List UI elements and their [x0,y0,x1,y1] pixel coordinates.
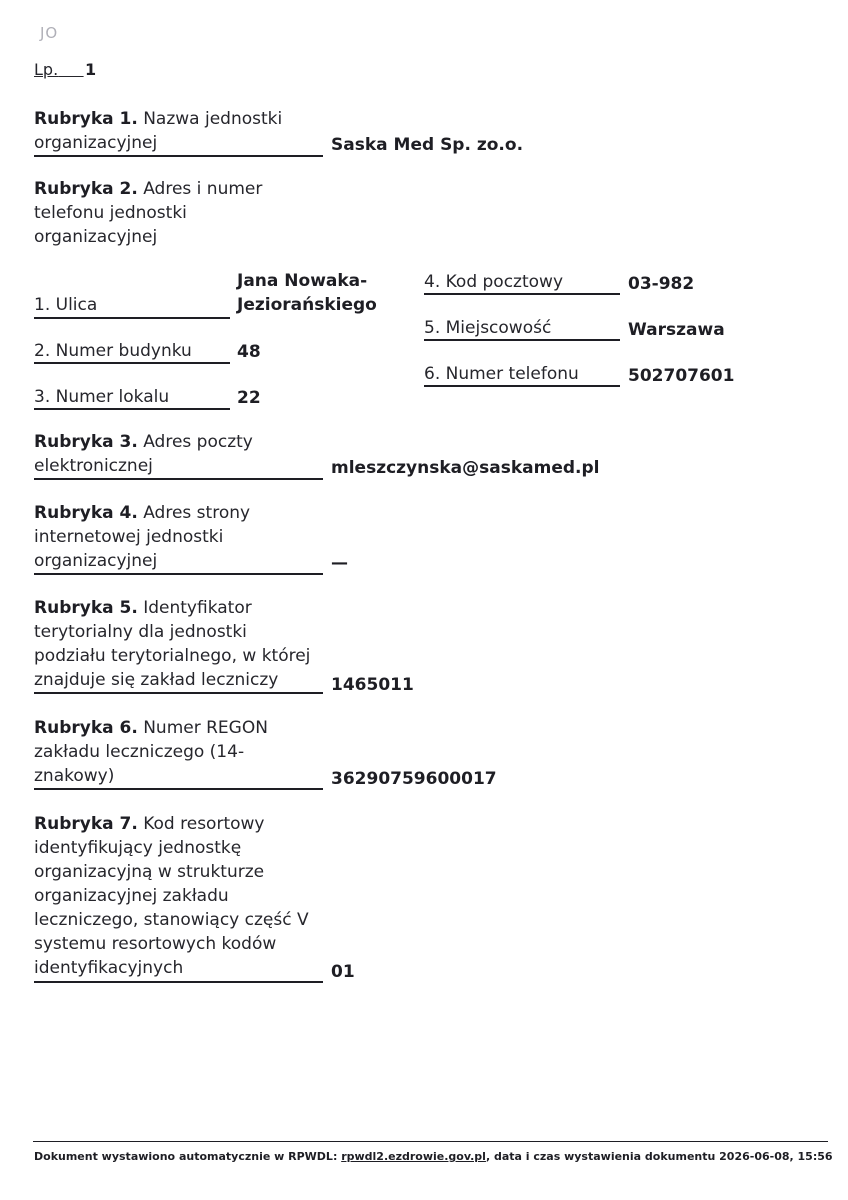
rubryka-4-label: Rubryka 4. Adres strony internetowej jednostki organizacyjnej [34,503,251,571]
rubryka-3-label: Rubryka 3. Adres poczty elektronicznej [34,432,253,476]
ulica-label: 1. Ulica [34,295,98,315]
footer-text: Dokument wystawiono automatycznie w RPWDL: rpwdl2.ezdrowie.gov.pl, data i czas wystawienia dokumentu 2026-06-08, 15:56 [34,1150,833,1163]
rubryka-6-label: Rubryka 6. Numer REGON zakładu leczniczego (14- znakowy) [34,718,268,786]
budynek-rule [34,362,230,364]
rubryka-7-rule [34,981,323,983]
rubryka-7-label: Rubryka 7. Kod resortowy identyfikujący jednostkę organizacyjną w strukturze organizacyjnej zakładu leczniczego, stanowiący część V systemu resortowych kodów identyfikacyjnych [34,814,309,978]
lokal-rule [34,408,230,410]
lokal-label: 3. Numer lokalu [34,387,170,407]
rubryka-4-value: — [331,553,348,573]
kod-rule [424,293,620,295]
footer-link[interactable]: rpwdl2.ezdrowie.gov.pl [341,1150,486,1163]
budynek-label: 2. Numer budynku [34,341,192,361]
telefon-value: 502707601 [628,366,735,386]
rubryka-4-rule [34,573,323,575]
rubryka-6-value: 36290759600017 [331,769,497,789]
rubryka-5-value: 1465011 [331,675,414,695]
rubryka-6-rule [34,788,323,790]
rubryka-1-value: Saska Med Sp. zo.o. [331,135,524,155]
ulica-rule [34,317,230,319]
lp-number: 1 [85,60,97,79]
rubryka-3-rule [34,478,323,480]
miejscowosc-rule [424,339,620,341]
rubryka-5-label: Rubryka 5. Identyfikator terytorialny dla jednostki podziału terytorialnego, w której znajduje się zakład leczniczy [34,598,311,690]
rubryka-3-value: mleszczynska@saskamed.pl [331,458,600,478]
miejscowosc-label: 5. Miejscowość [424,318,552,338]
lokal-value: 22 [237,388,261,408]
miejscowosc-value: Warszawa [628,320,725,340]
telefon-rule [424,385,620,387]
budynek-value: 48 [237,342,261,362]
header-initials: JO [40,24,59,42]
rubryka-5-rule [34,692,323,694]
rubryka-1-label: Rubryka 1. Nazwa jednostki organizacyjnej [34,109,283,153]
lp-label: Lp. [34,60,59,79]
rubryka-1-rule [34,155,323,157]
rubryka-7-value: 01 [331,962,355,982]
ulica-value: Jana Nowaka- Jeziorańskiego [237,271,377,315]
footer-rule [33,1141,828,1142]
telefon-label: 6. Numer telefonu [424,364,579,384]
rubryka-2-label: Rubryka 2. Adres i numer telefonu jednostki organizacyjnej [34,179,263,247]
kod-label: 4. Kod pocztowy [424,272,564,292]
kod-value: 03-982 [628,274,695,294]
